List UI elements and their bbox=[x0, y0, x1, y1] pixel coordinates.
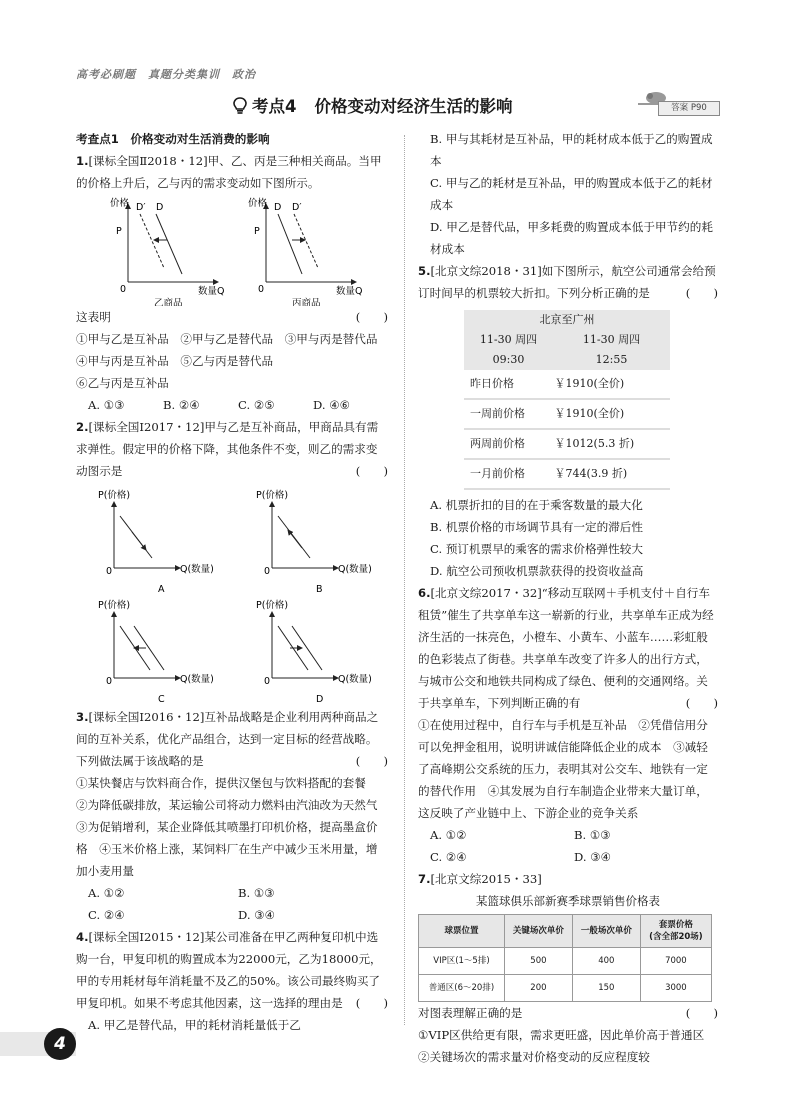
q2-demand-graphs bbox=[76, 482, 388, 706]
option: D. 航空公司预收机票款获得的投资收益高 bbox=[430, 564, 644, 578]
origin-label: 0 bbox=[106, 566, 113, 577]
axis-label: 数量Q bbox=[336, 286, 363, 297]
axis-label: Q(数量) bbox=[338, 674, 372, 685]
axis-label: P bbox=[116, 226, 122, 237]
statements: ①某快餐店与饮料商合作，提供汉堡包与饮料搭配的套餐 ②为降低碳排放，某运输公司将动力燃料由汽油改为天然气 ③为促销增利，某企业降低其喷墨打印机价格，提高墨盒价格 ④玉米价格上涨，某饲料厂在生产中减少玉米用量，增加小麦用量 bbox=[76, 776, 390, 878]
price-label: 两周前价格 bbox=[464, 429, 553, 459]
question-6 bbox=[418, 582, 718, 868]
price-value: ￥1910(全价) bbox=[553, 370, 670, 399]
column-header: 关键场次单价 bbox=[504, 915, 572, 948]
origin-label: 0 bbox=[106, 676, 113, 687]
question-ask: 这表明 bbox=[76, 310, 111, 324]
question-stem: [课标全国Ⅰ2016・12]互补品战略是企业利用两种商品之间的互补关系，优化产品组合，达到一定目标的经营战略。下列做法属于该战略的是 bbox=[76, 710, 379, 768]
running-header: 高考必刷题 真题分类集训 政治 bbox=[76, 68, 256, 81]
price-value: ￥1910(全价) bbox=[553, 399, 670, 429]
graph-c bbox=[98, 599, 214, 705]
option: A. ①② bbox=[88, 886, 125, 900]
arrival-time: 12:55 bbox=[553, 350, 670, 370]
table-cell: 3000 bbox=[640, 975, 711, 1002]
section-heading: 考查点1 价格变动对生活消费的影响 bbox=[76, 132, 270, 146]
origin-label: 0 bbox=[120, 284, 127, 295]
table-cell: 150 bbox=[572, 975, 640, 1002]
table-cell: 400 bbox=[572, 948, 640, 975]
axis-label: P(价格) bbox=[256, 600, 289, 611]
table-cell: 500 bbox=[504, 948, 572, 975]
question-4 bbox=[76, 926, 388, 1036]
axis-label: P(价格) bbox=[256, 490, 289, 501]
option-label: A bbox=[158, 584, 165, 595]
question-stem: [北京文综2018・31]如下图所示，航空公司通常会给预订时间早的机票较大折扣。下列分析正确的是 bbox=[418, 264, 716, 300]
origin-label: 0 bbox=[258, 284, 265, 295]
axis-label: P(价格) bbox=[98, 490, 131, 501]
option: B. ①③ bbox=[574, 828, 611, 842]
answer-paren: ( ) bbox=[685, 286, 718, 300]
answer-paren: ( ) bbox=[355, 754, 388, 768]
option: C. 甲与乙的耗材是互补品，甲的购置成本低于乙的耗材成本 bbox=[430, 176, 713, 212]
right-column bbox=[418, 128, 718, 1068]
question-2 bbox=[76, 416, 388, 706]
price-value: ￥1012(5.3 折) bbox=[553, 429, 670, 459]
option-label: D bbox=[316, 694, 324, 705]
option: B. ②④ bbox=[163, 398, 200, 412]
question-7 bbox=[418, 868, 718, 1068]
answer-paren: ( ) bbox=[355, 996, 388, 1010]
option: C. 预订机票早的乘客的需求价格弹性较大 bbox=[430, 542, 643, 556]
option: A. 机票折扣的目的在于乘客数量的最大化 bbox=[430, 498, 643, 512]
option: B. 甲与其耗材是互补品，甲的耗材成本低于乙的购置成本 bbox=[430, 132, 713, 168]
curve-label: D′ bbox=[136, 202, 146, 213]
answer-badge: 答案 P90 bbox=[658, 101, 720, 116]
option: D. ③④ bbox=[238, 908, 276, 922]
option: A. ①② bbox=[430, 828, 467, 842]
departure-time: 09:30 bbox=[464, 350, 553, 370]
question-stem: [课标全国Ⅰ2017・12]甲与乙是互补商品，甲商品具有需求弹性。假定甲的价格下降，其他条件不变，则乙的需求变动图示是 bbox=[76, 420, 379, 478]
column-divider bbox=[404, 135, 405, 1025]
option: B. 机票价格的市场调节具有一定的滞后性 bbox=[430, 520, 643, 534]
question-stem: [课标全国Ⅰ2015・12]某公司准备在甲乙两种复印机中选购一台，甲复印机的购置成本为22000元，乙为18000元，甲的专用耗材每年消耗量不及乙的50%。该公司最终购买了甲复印机。如果不考虑其他因素，这一选择的理由是 bbox=[76, 930, 382, 1010]
axis-label: 数量Q bbox=[198, 286, 225, 297]
question-number: 1. bbox=[76, 154, 89, 168]
page-title bbox=[232, 93, 512, 117]
axis-label: 价格 bbox=[248, 198, 268, 209]
graph-caption: 乙商品 bbox=[154, 298, 183, 306]
answer-paren: ( ) bbox=[685, 1006, 718, 1020]
flight-price-table bbox=[464, 310, 670, 490]
table-title: 某篮球俱乐部新赛季球票销售价格表 bbox=[476, 894, 660, 908]
statements: ①甲与乙是互补品 ②甲与乙是替代品 ③甲与丙是替代品 ④甲与丙是互补品 ⑤乙与丙是替代品 bbox=[76, 332, 390, 368]
option: D. 甲乙是替代品，甲多耗费的购置成本低于甲节约的耗材成本 bbox=[430, 220, 713, 256]
answer-paren: ( ) bbox=[685, 696, 718, 710]
option: C. ②④ bbox=[430, 850, 467, 864]
table-cell: 普通区(6～20排) bbox=[419, 975, 505, 1002]
departure-date: 11-30 周四 bbox=[464, 330, 553, 350]
question-stem: [北京文综2015・33] bbox=[430, 872, 542, 886]
option: C. ②⑤ bbox=[238, 398, 275, 412]
axis-label: P bbox=[254, 226, 260, 237]
options bbox=[76, 904, 388, 926]
option: B. ①③ bbox=[238, 886, 275, 900]
question-3 bbox=[76, 706, 388, 926]
price-value: ￥744(3.9 折) bbox=[553, 459, 670, 489]
topic-title: 价格变动对经济生活的影响 bbox=[314, 97, 513, 116]
question-number: 3. bbox=[76, 710, 89, 724]
price-label: 一月前价格 bbox=[464, 459, 553, 489]
option: D. ③④ bbox=[574, 850, 612, 864]
topic-number: 考点4 bbox=[252, 97, 297, 116]
q1-graphs bbox=[76, 194, 388, 306]
question-stem: [北京文综2017・32]“移动互联网＋手机支付＋自行车租赁”催生了共享单车这一崭新的行业，共享单车正成为经济生活的一抹亮色，小橙车、小黄车、小蓝车……彩虹般的色彩装点了街巷。共享单车改变了许多人的出行方式，与城市公交和地铁共同构成了绿色、便利的交通网络。关于共享单车，下列判断正确的有 bbox=[418, 586, 714, 710]
question-1 bbox=[76, 150, 388, 416]
options bbox=[76, 882, 388, 904]
price-label: 昨日价格 bbox=[464, 370, 553, 399]
question-5 bbox=[418, 260, 718, 582]
left-column bbox=[76, 128, 388, 1036]
curve-label: D bbox=[156, 202, 164, 213]
option-label: B bbox=[316, 584, 323, 595]
graph-caption: 丙商品 bbox=[292, 298, 321, 306]
axis-label: P(价格) bbox=[98, 600, 131, 611]
question-ask: 对图表理解正确的是 bbox=[418, 1006, 523, 1020]
q1-demand-graphs bbox=[76, 194, 388, 306]
q2-graphs bbox=[76, 482, 388, 706]
price-label: 一周前价格 bbox=[464, 399, 553, 429]
column-header: 球票位置 bbox=[419, 915, 505, 948]
axis-label: Q(数量) bbox=[338, 564, 372, 575]
statements: ①VIP区供给更有限，需求更旺盛，因此单价高于普通区 ②关键场次的需求量对价格变动的反应程度较 bbox=[418, 1028, 716, 1064]
options bbox=[418, 824, 718, 846]
ticket-price-table bbox=[418, 914, 712, 1002]
route: 北京至广州 bbox=[464, 310, 670, 330]
column-header: 套票价格 (含全部20场) bbox=[640, 915, 711, 948]
table-cell: 7000 bbox=[640, 948, 711, 975]
table-cell: VIP区(1～5排) bbox=[419, 948, 505, 975]
lightbulb-icon bbox=[232, 97, 248, 115]
question-number: 6. bbox=[418, 586, 431, 600]
answer-paren: ( ) bbox=[355, 464, 388, 478]
option-label: C bbox=[158, 694, 165, 705]
arrival-date: 11-30 周四 bbox=[553, 330, 670, 350]
axis-label: Q(数量) bbox=[180, 674, 214, 685]
curve-label: D′ bbox=[292, 202, 302, 213]
curve-label: D bbox=[274, 202, 282, 213]
column-header: 一般场次单价 bbox=[572, 915, 640, 948]
question-number: 2. bbox=[76, 420, 89, 434]
question-number: 4. bbox=[76, 930, 89, 944]
graph-a bbox=[98, 489, 214, 595]
table-cell: 200 bbox=[504, 975, 572, 1002]
statements: ⑥乙与丙是互补品 bbox=[76, 376, 169, 390]
page-number: 4 bbox=[44, 1028, 76, 1060]
answer-reference bbox=[632, 86, 722, 116]
question-number: 5. bbox=[418, 264, 431, 278]
origin-label: 0 bbox=[264, 566, 271, 577]
option: A. ①③ bbox=[88, 398, 125, 412]
origin-label: 0 bbox=[264, 676, 271, 687]
option: A. 甲乙是替代品，甲的耗材消耗量低于乙 bbox=[88, 1018, 301, 1032]
graph-d bbox=[256, 599, 372, 705]
options bbox=[76, 394, 388, 416]
option: C. ②④ bbox=[88, 908, 125, 922]
question-stem: [课标全国Ⅱ2018・12]甲、乙、丙是三种相关商品。当甲的价格上升后，乙与丙的需求变动如下图所示。 bbox=[76, 154, 382, 190]
options bbox=[418, 846, 718, 868]
graph-b bbox=[256, 489, 372, 595]
option: D. ④⑥ bbox=[313, 398, 351, 412]
axis-label: 价格 bbox=[110, 198, 130, 209]
axis-label: Q(数量) bbox=[180, 564, 214, 575]
page-number-tab bbox=[0, 1032, 76, 1056]
question-number: 7. bbox=[418, 872, 431, 886]
statements: ①在使用过程中，自行车与手机是互补品 ②凭借信用分可以免押金租用，说明讲诚信能降低企业的成本 ③减轻了高峰期公交系统的压力，表明其对公交车、地铁有一定的替代作用 ④其发展为自行车制造企业带来大量订单，这反映了产业链中上、下游企业的竞争关系 bbox=[418, 718, 708, 820]
answer-paren: ( ) bbox=[355, 310, 388, 324]
